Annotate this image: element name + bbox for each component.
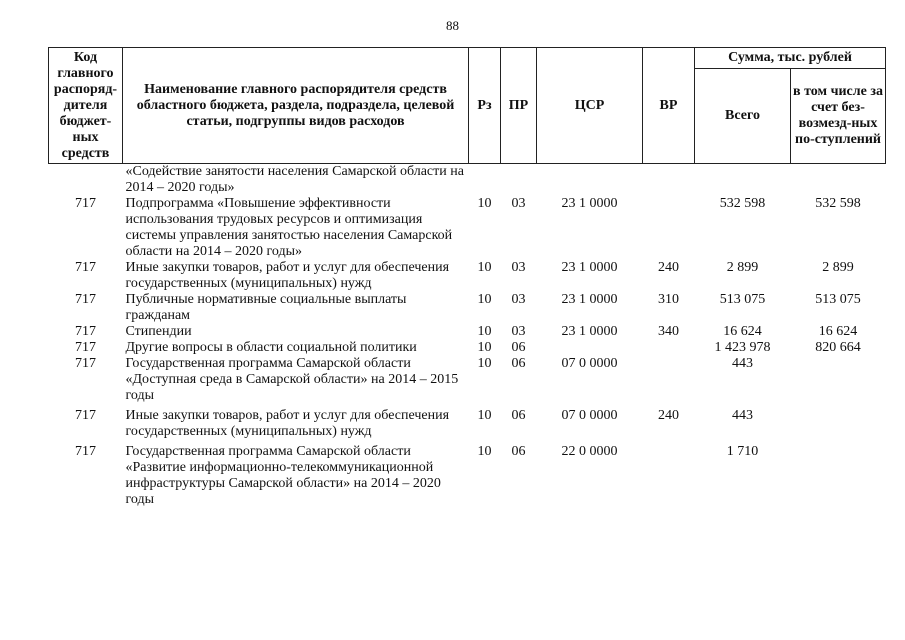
cell-vr <box>643 440 695 508</box>
cell-free: 2 899 <box>822 260 854 275</box>
cell-name: Иные закупки товаров, работ и услуг для обеспечения государственных (муниципальных) нужд <box>125 260 450 291</box>
table-row <box>49 196 886 260</box>
cell-rz: 10 <box>477 340 492 355</box>
cell-vr: 240 <box>658 260 679 275</box>
cell-pr: 03 <box>511 260 526 275</box>
cell-pr: 06 <box>511 356 526 371</box>
cell-csr: 23 1 0000 <box>561 324 618 339</box>
table-row <box>49 356 886 404</box>
header-code: Код главного распоряд-дителя бюджет-ных средств <box>49 48 123 164</box>
cell-name: Другие вопросы в области социальной политики <box>125 340 417 355</box>
table-header <box>49 48 886 164</box>
budget-table <box>48 47 886 508</box>
cell-name: Государственная программа Самарской области «Развитие информационно-телекоммуникационной инфраструктуры Самарской области» на 2014 – 2020 годы <box>125 444 441 507</box>
cell-rz <box>469 164 501 197</box>
cell-free <box>791 440 886 508</box>
header-total: Всего <box>695 69 791 164</box>
header-name: Наименование главного распорядителя средств областного бюджета, раздела, подраздела, целевой статьи, подгруппы видов расходов <box>123 48 469 164</box>
cell-code: 717 <box>75 444 96 459</box>
header-rz: Рз <box>469 48 501 164</box>
cell-total: 1 423 978 <box>714 340 771 355</box>
cell-total: 443 <box>732 356 753 371</box>
cell-total <box>695 164 791 197</box>
header-free: в том числе за счет без-возмезд-ных по-ступлений <box>791 69 886 164</box>
cell-total: 2 899 <box>726 260 759 275</box>
cell-code: 717 <box>75 324 96 339</box>
header-pr: ПР <box>501 48 537 164</box>
cell-pr: 03 <box>511 196 526 211</box>
cell-vr <box>643 196 695 260</box>
cell-pr <box>501 164 537 197</box>
table-body <box>49 164 886 509</box>
cell-rz: 10 <box>477 408 492 423</box>
cell-code: 717 <box>75 260 96 275</box>
cell-rz: 10 <box>477 260 492 275</box>
cell-rz: 10 <box>477 196 492 211</box>
cell-code: 717 <box>75 292 96 307</box>
cell-pr: 06 <box>511 408 526 423</box>
cell-csr: 23 1 0000 <box>561 196 618 211</box>
cell-code <box>49 164 123 197</box>
cell-csr: 23 1 0000 <box>561 292 618 307</box>
cell-csr: 07 0 0000 <box>561 356 618 371</box>
cell-code: 717 <box>75 196 96 211</box>
cell-vr: 310 <box>658 292 679 307</box>
cell-free: 16 624 <box>818 324 858 339</box>
cell-free <box>791 164 886 197</box>
cell-csr <box>537 340 643 356</box>
cell-code: 717 <box>75 356 96 371</box>
table-row <box>49 292 886 324</box>
cell-total: 1 710 <box>726 444 759 459</box>
header-vr: ВР <box>643 48 695 164</box>
cell-name: Государственная программа Самарской области «Доступная среда в Самарской области» на 2014 – 2015 годы <box>125 356 459 403</box>
cell-csr: 22 0 0000 <box>561 444 618 459</box>
cell-vr <box>643 340 695 356</box>
table-row <box>49 404 886 440</box>
cell-vr: 240 <box>658 408 679 423</box>
cell-csr: 07 0 0000 <box>561 408 618 423</box>
cell-pr: 06 <box>511 444 526 459</box>
cell-free: 820 664 <box>815 340 861 355</box>
cell-pr: 03 <box>511 292 526 307</box>
cell-name: Стипендии <box>125 324 192 339</box>
table-row <box>49 260 886 292</box>
cell-rz: 10 <box>477 324 492 339</box>
header-sum: Сумма, тыс. рублей <box>695 48 886 69</box>
cell-total: 532 598 <box>719 196 766 211</box>
header-csr: ЦСР <box>537 48 643 164</box>
cell-csr: 23 1 0000 <box>561 260 618 275</box>
cell-total: 16 624 <box>723 324 762 339</box>
cell-name: Публичные нормативные социальные выплаты гражданам <box>125 292 407 323</box>
cell-free <box>791 404 886 440</box>
table-row <box>49 324 886 340</box>
cell-vr <box>643 164 695 197</box>
cell-vr: 340 <box>658 324 679 339</box>
table-row <box>49 340 886 356</box>
table-row <box>49 440 886 508</box>
cell-total: 513 075 <box>719 292 766 307</box>
cell-name: Иные закупки товаров, работ и услуг для обеспечения государственных (муниципальных) нужд <box>125 408 450 439</box>
cell-rz: 10 <box>477 444 492 459</box>
cell-code: 717 <box>75 408 96 423</box>
cell-rz: 10 <box>477 356 492 371</box>
cell-name: Подпрограмма «Повышение эффективности использования трудовых ресурсов и оптимизация системы управления занятостью населения Самарской области на 2014 – 2020 годы» <box>125 196 453 259</box>
cell-pr: 06 <box>511 340 526 355</box>
cell-rz: 10 <box>477 292 492 307</box>
cell-csr <box>537 164 643 197</box>
page-number: 88 <box>446 18 459 33</box>
cell-free: 532 598 <box>815 196 861 211</box>
cell-free: 513 075 <box>815 292 861 307</box>
cell-code: 717 <box>75 340 96 355</box>
cell-total: 443 <box>732 408 753 423</box>
cell-vr <box>643 356 695 404</box>
cell-name: «Содействие занятости населения Самарской области на 2014 – 2020 годы» <box>125 164 464 195</box>
cell-free <box>791 356 886 404</box>
cell-pr: 03 <box>511 324 526 339</box>
table-row <box>49 164 886 197</box>
